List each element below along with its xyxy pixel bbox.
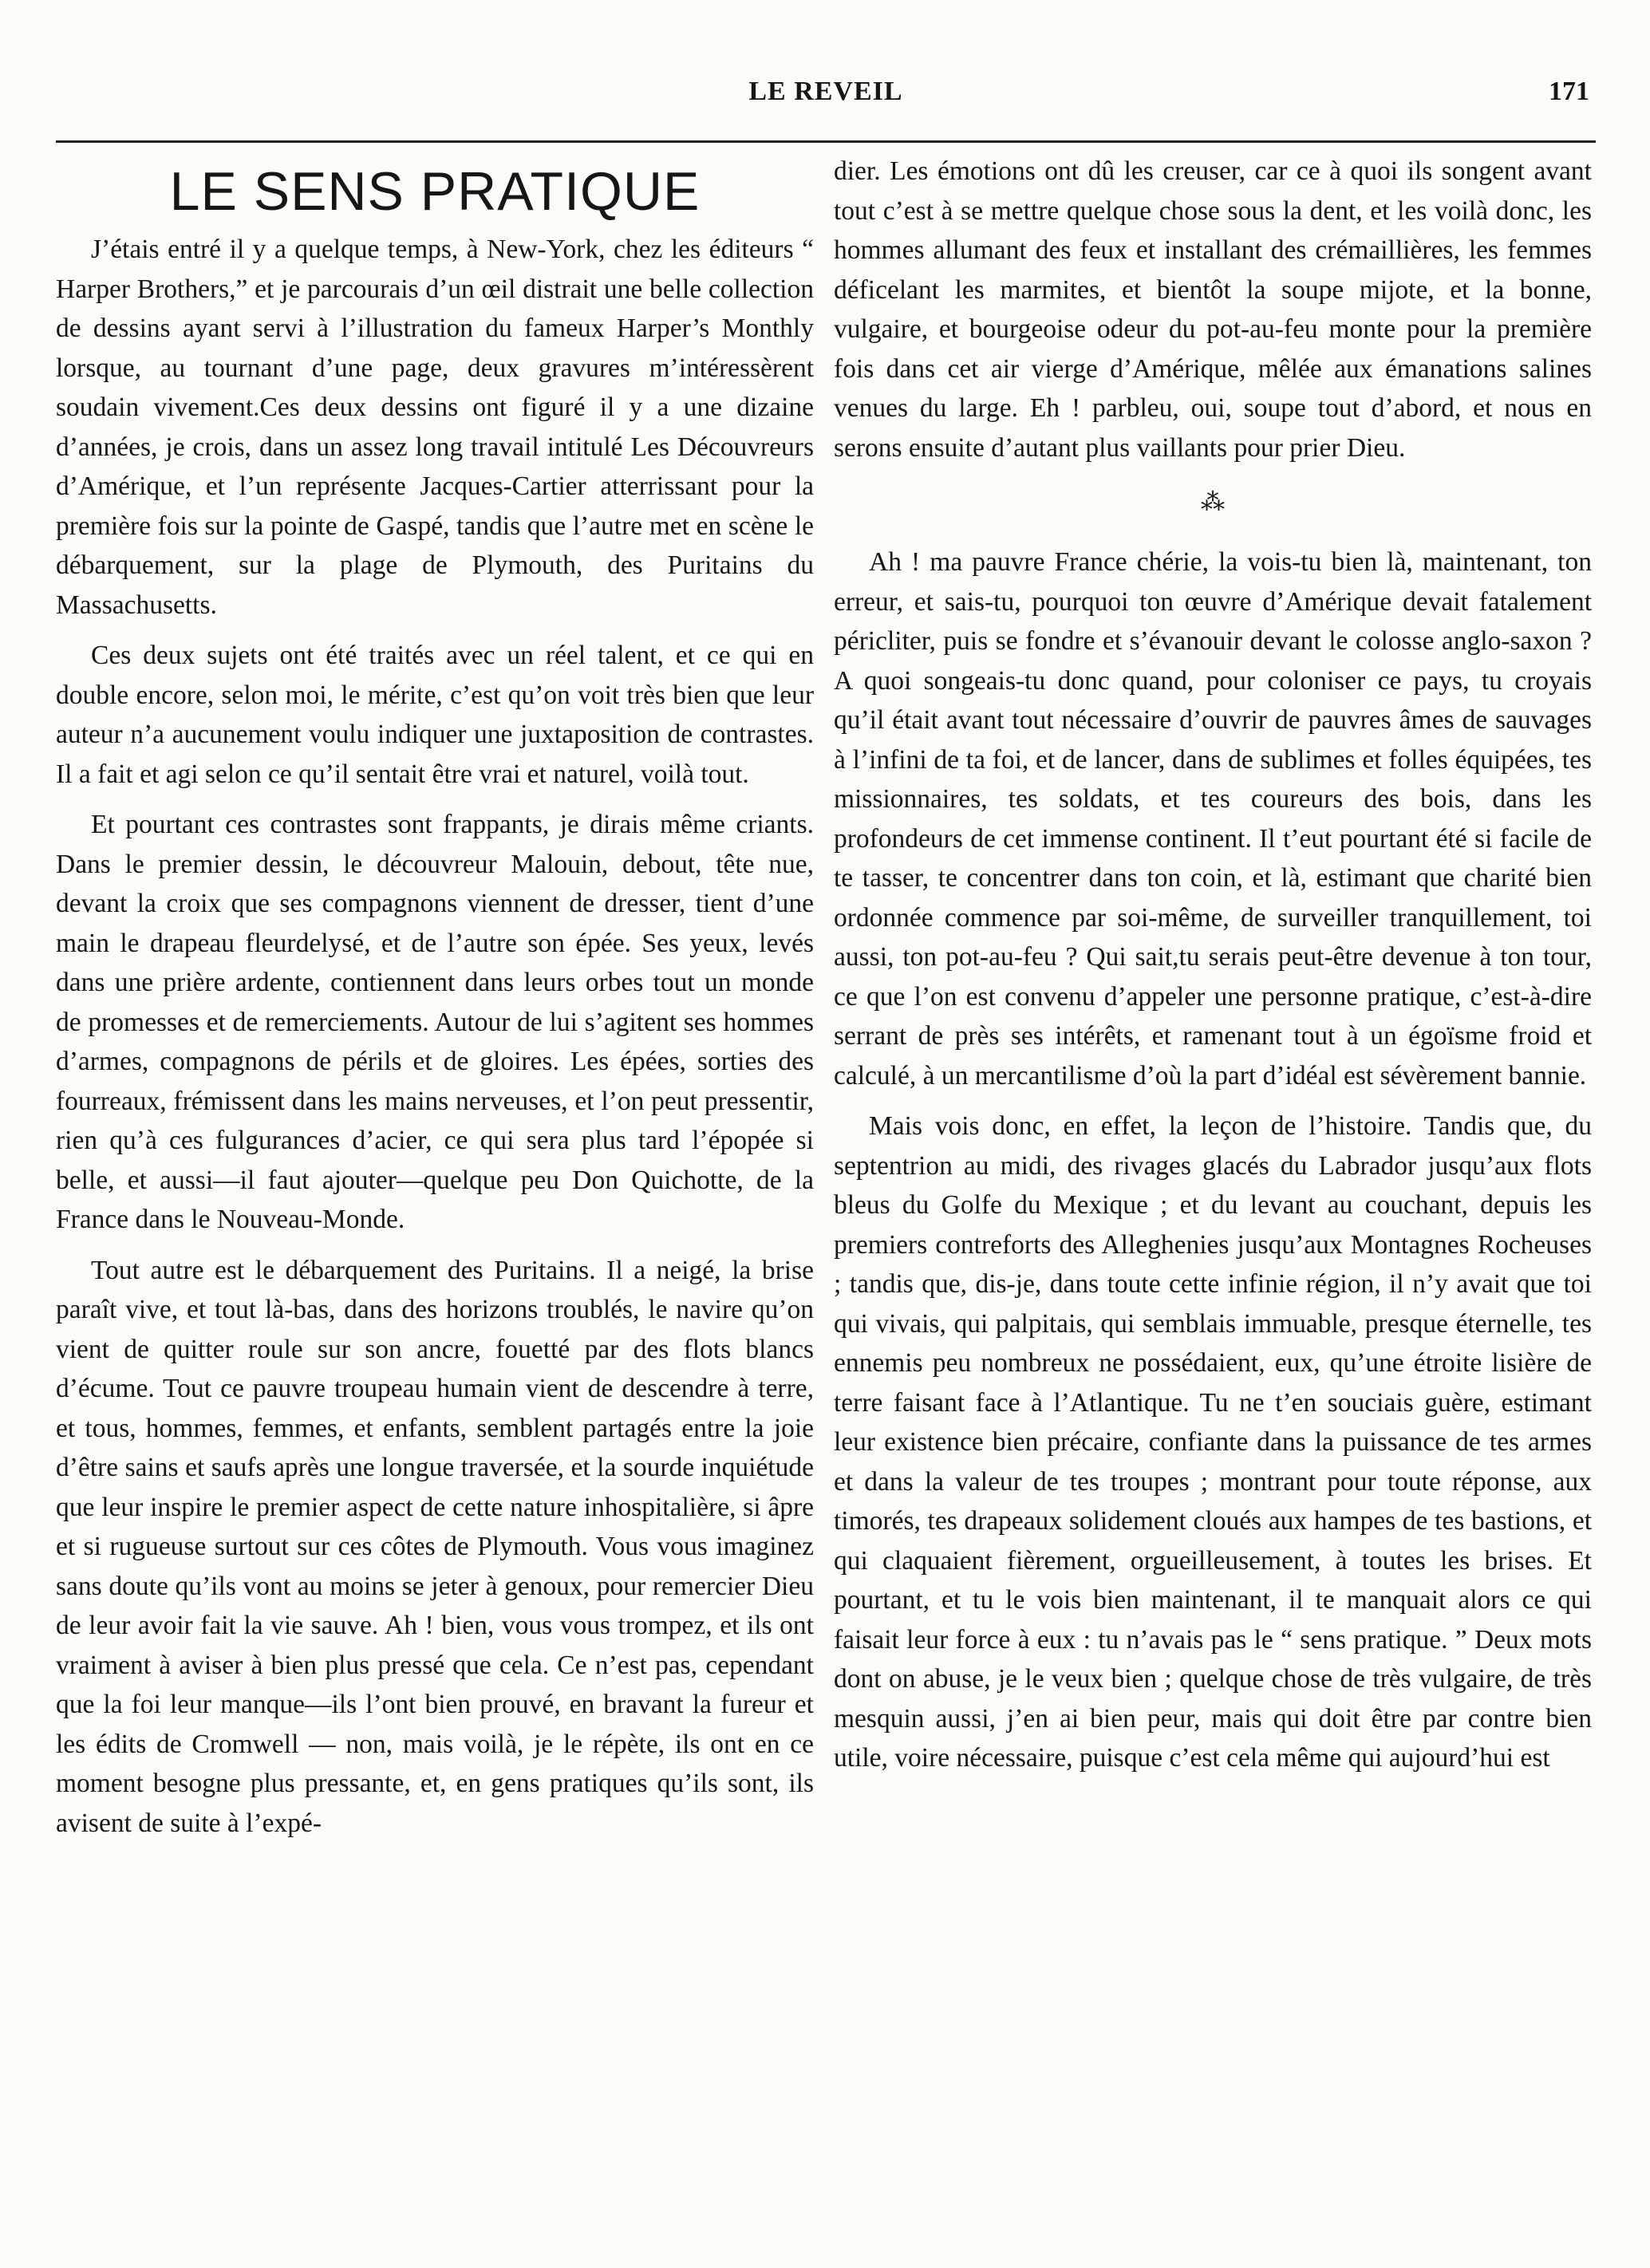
page-number: 171 — [1549, 77, 1589, 106]
header-rule — [56, 140, 1596, 143]
left-column — [56, 152, 814, 1854]
paragraph: Mais vois donc, en effet, la leçon de l’histoire. Tandis que, du septentrion au midi, des rivages glacés du Labrador jusqu’aux flots bleus du Golfe du Mexique ; et du levant au couchant, depuis les premiers contreforts des Alleghenies jusqu’aux Montagnes Rocheuses ; tandis que, dis-je, dans toute cette infinie région, il n’y avait que toi qui vivais, qui palpitais, qui semblais immuable, presque éternelle, tes ennemis peu nombreux ne possédaient, eux, qu’une étroite lisière de terre faisant face à l’Atlantique. Tu ne t’en souciais guère, estimant leur existence bien précaire, confiante dans la puissance de tes armes et dans la valeur de tes troupes ; montrant pour toute réponse, aux timorés, tes drapeaux solidement cloués aux hampes de tes bastions, et qui claquaient fièrement, orgueilleusement, à toutes les brises. Et pourtant, et tu le vois bien maintenant, il te manquait alors ce qui faisait leur force à eux : tu n’avais pas le “ sens pratique. ” Deux mots dont on abuse, je le veux bien ; quelque chose de très vulgaire, de très mesquin aussi, j’en ai bien peur, mais qui doit être par contre bien utile, voire nécessaire, puisque c’est cela même qui aujourd’hui est — [834, 1111, 1592, 1773]
paragraph: J’étais entré il y a quelque temps, à New-York, chez les éditeurs “ Harper Brothers,” et je parcourais d’un œil distrait une belle collection de dessins ayant servi à l’illustration du fameux Harper’s Monthly lorsque, au tournant d’une page, deux gravures m’intéressèrent soudain vivement.Ces deux dessins ont figuré il y a une dizaine d’années, je crois, dans un assez long travail intitulé Les Découvreurs d’Amérique, et l’un représente Jacques-Cartier atterrissant pour la première fois sur la pointe de Gaspé, tandis que l’autre met en scène le débarquement, sur la plage de Plymouth, des Puritains du Massachusetts. — [56, 235, 814, 620]
paragraph: Et pourtant ces contrastes sont frappants, je dirais même criants. Dans le premier dessin, le découvreur Malouin, debout, tête nue, devant la croix que ses compagnons viennent de dresser, tient d’une main le drapeau fleurdelysé, et de l’autre son épée. Ses yeux, levés dans une prière ardente, contiennent dans leurs orbes tout un monde de promesses et de remerciements. Autour de lui s’agitent ses hommes d’armes, compagnons de périls et de gloires. Les épées, sorties des fourreaux, frémissent dans les mains nerveuses, et l’on peut pressentir, rien qu’à ces fulgurances d’acier, ce qui sera plus tard l’épopée si belle, et aussi—il faut ajouter—quelque peu Don Quichotte, de la France dans le Nouveau-Monde. — [56, 810, 814, 1234]
paragraph: Ces deux sujets ont été traités avec un réel talent, et ce qui en double encore, selon moi, le mérite, c’est qu’on voit très bien que leur auteur n’a aucunement voulu indiquer une juxtaposition de contrastes. Il a fait et agi selon ce qu’il sentait être vrai et naturel, voilà tout. — [56, 641, 814, 789]
running-head — [56, 77, 1596, 124]
right-column — [834, 152, 1592, 1789]
paragraph-continuation: dier. Les émotions ont dû les creuser, car ce à quoi ils songent avant tout c’est à se mettre quelque chose sous la dent, et les voilà donc, les hommes allumant des feux et installant des crémaillières, les femmes déficelant les marmites, et bientôt la soupe mijote, et la bonne, vulgaire, et bourgeoise odeur du pot-au-feu monte pour la première fois dans cet air vierge d’Amérique, mêlée aux émanations salines venues du large. Eh ! parbleu, oui, soupe tout d’abord, et nous en serons ensuite d’autant plus vaillants pour prier Dieu. — [834, 156, 1592, 463]
article-title: LE SENS PRATIQUE — [169, 161, 701, 222]
section-break-asterism: ⁂ — [1201, 489, 1225, 515]
journal-name: LE REVEIL — [748, 77, 903, 106]
paragraph: Ah ! ma pauvre France chérie, la vois-tu bien là, maintenant, ton erreur, et sais-tu, pourquoi ton œuvre d’Amérique devait fatalement péricliter, puis se fondre et s’évanouir devant le colosse anglo-saxon ? A quoi songeais-tu donc quand, pour coloniser ce pays, tu croyais qu’il était avant tout nécessaire d’ouvrir de pauvres âmes de sauvages à l’infini de ta foi, et de lancer, dans de sublimes et folles équipées, tes missionnaires, tes soldats, et tes coureurs des bois, dans les profondeurs de cet immense continent. Il t’eut pourtant été si facile de te tasser, te concentrer dans ton coin, et là, estimant que charité bien ordonnée commence par soi-même, de surveiller tranquillement, toi aussi, ton pot-au-feu ? Qui sait,tu serais peut-être devenue à ton tour, ce que l’on est convenu d’appeler une personne pratique, c’est-à-dire serrant de près ses intérêts, et ramenant tout à un égoïsme froid et calculé, à un mercantilisme d’où la part d’idéal est sévèrement bannie. — [834, 547, 1592, 1091]
paragraph: Tout autre est le débarquement des Puritains. Il a neigé, la brise paraît vive, et tout là-bas, dans des horizons troublés, le navire qu’on vient de quitter roule sur son ancre, fouetté par des flots blancs d’écume. Tout ce pauvre troupeau humain vient de descendre à terre, et tous, hommes, femmes, et enfants, semblent partagés entre la joie d’être sains et saufs après une longue traversée, et la sourde inquiétude que leur inspire le premier aspect de cette nature inhospitalière, si âpre et si rugueuse surtout sur ces côtes de Plymouth. Vous vous imaginez sans doute qu’ils vont au moins se jeter à genoux, pour remercier Dieu de leur avoir fait la vie sauve. Ah ! bien, vous vous trompez, et ils ont vraiment à aviser à bien plus pressé que cela. Ce n’est pas, cependant que la foi leur manque—ils l’ont bien prouvé, en bravant la fureur et les édits de Cromwell — non, mais voilà, je le répète, ils ont en ce moment besogne plus pressante, et, en gens pratiques qu’ils sont, ils avisent de suite à l’expé- — [56, 1255, 814, 1838]
